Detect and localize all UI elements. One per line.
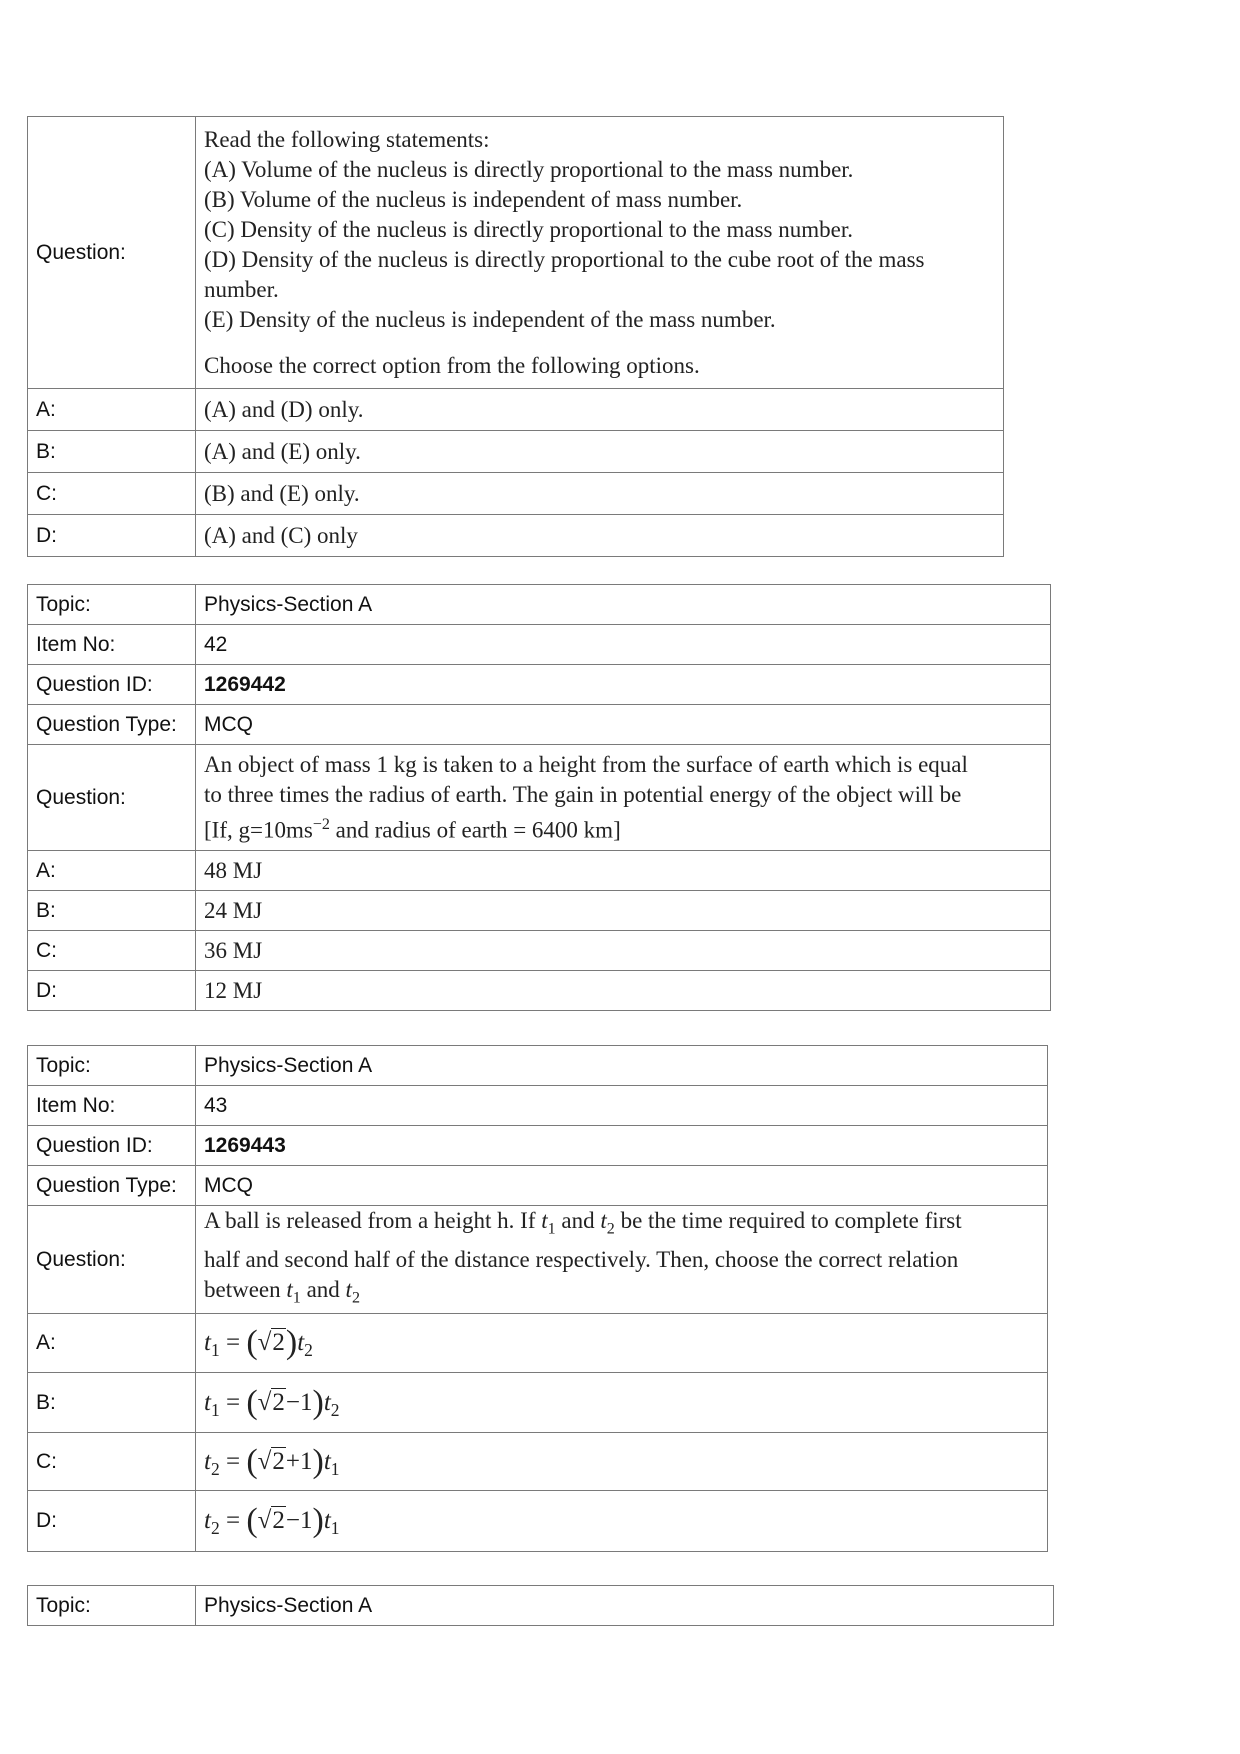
option-label: D: bbox=[28, 971, 196, 1011]
option-label: A: bbox=[28, 1314, 196, 1373]
option-formula: $t_2 = (√2+1)t_1$ bbox=[196, 1433, 1048, 1491]
question-line: A ball is released from a height h. If $t_1$ and $t_2$ be the time required to complete first bbox=[204, 1208, 962, 1238]
option-text: 48 MJ bbox=[196, 851, 1051, 891]
option-label: D: bbox=[28, 515, 196, 557]
item-no-label: Item No: bbox=[28, 625, 196, 665]
option-label: B: bbox=[28, 891, 196, 931]
question-line: number. bbox=[204, 276, 279, 302]
question-line: to three times the radius of earth. The gain in potential energy of the object will be bbox=[204, 781, 962, 807]
option-label: C: bbox=[28, 473, 196, 515]
topic-label: Topic: bbox=[28, 585, 196, 625]
item-no-value: 42 bbox=[196, 625, 1051, 665]
option-text: (A) and (E) only. bbox=[196, 431, 1004, 473]
option-label: C: bbox=[28, 931, 196, 971]
topic-value: Physics-Section A bbox=[196, 1046, 1048, 1086]
option-label: A: bbox=[28, 851, 196, 891]
question-type-value: MCQ bbox=[196, 1166, 1048, 1206]
option-formula: $t_1 = (√2)t_2$ bbox=[196, 1314, 1048, 1373]
sqrt-symbol: √2 bbox=[257, 1507, 285, 1535]
question-text bbox=[196, 745, 1051, 851]
question-table-3 bbox=[27, 1045, 1048, 1552]
question-line: [If, $g=10ms^{-2}$ and radius of earth = 6400 km] bbox=[204, 815, 621, 843]
topic-label: Topic: bbox=[28, 1046, 196, 1086]
topic-label: Topic: bbox=[28, 1586, 196, 1626]
question-table-4 bbox=[27, 1585, 1054, 1626]
question-line: half and second half of the distance respectively. Then, choose the correct relation bbox=[204, 1246, 959, 1272]
topic-value: Physics-Section A bbox=[196, 585, 1051, 625]
sqrt-symbol: √2 bbox=[257, 1447, 285, 1475]
option-text: (A) and (D) only. bbox=[196, 389, 1004, 431]
question-line: between $t_1$ and $t_2$ bbox=[204, 1276, 360, 1307]
option-text: 24 MJ bbox=[196, 891, 1051, 931]
question-table-2 bbox=[27, 584, 1051, 1011]
question-line: (E) Density of the nucleus is independent of the mass number. bbox=[204, 306, 776, 332]
topic-value: Physics-Section A bbox=[196, 1586, 1054, 1626]
option-text: (A) and (C) only bbox=[196, 515, 1004, 557]
question-type-label: Question Type: bbox=[28, 1166, 196, 1206]
question-label: Question: bbox=[28, 1206, 196, 1314]
option-formula: $t_2 = (√2-1)t_1$ bbox=[196, 1491, 1048, 1552]
option-label: A: bbox=[28, 389, 196, 431]
question-label: Question: bbox=[28, 745, 196, 851]
question-id-label: Question ID: bbox=[28, 1126, 196, 1166]
exponent: −2 bbox=[312, 815, 330, 833]
question-id-value: 1269442 bbox=[196, 665, 1051, 705]
question-label: Question: bbox=[28, 117, 196, 389]
question-id-label: Question ID: bbox=[28, 665, 196, 705]
option-label: C: bbox=[28, 1433, 196, 1491]
question-type-label: Question Type: bbox=[28, 705, 196, 745]
question-type-value: MCQ bbox=[196, 705, 1051, 745]
question-id-value: 1269443 bbox=[196, 1126, 1048, 1166]
question-text bbox=[196, 117, 1004, 389]
option-text: 36 MJ bbox=[196, 931, 1051, 971]
question-line: (A) Volume of the nucleus is directly proportional to the mass number. bbox=[204, 156, 854, 182]
sqrt-symbol: √2 bbox=[257, 1388, 285, 1416]
question-prompt: Choose the correct option from the following options. bbox=[204, 352, 700, 378]
item-no-label: Item No: bbox=[28, 1086, 196, 1126]
question-table-1 bbox=[27, 116, 1004, 557]
question-line: An object of mass 1 kg is taken to a height from the surface of earth which is equal bbox=[204, 751, 968, 777]
question-text bbox=[196, 1206, 1048, 1314]
option-label: D: bbox=[28, 1491, 196, 1552]
question-line: Read the following statements: bbox=[204, 126, 490, 152]
option-text: (B) and (E) only. bbox=[196, 473, 1004, 515]
question-line: (D) Density of the nucleus is directly proportional to the cube root of the mass bbox=[204, 246, 925, 272]
option-label: B: bbox=[28, 1373, 196, 1433]
question-line: (C) Density of the nucleus is directly proportional to the mass number. bbox=[204, 216, 853, 242]
sqrt-symbol: √2 bbox=[257, 1329, 285, 1357]
option-formula: $t_1 = (√2-1)t_2$ bbox=[196, 1373, 1048, 1433]
option-text: 12 MJ bbox=[196, 971, 1051, 1011]
option-label: B: bbox=[28, 431, 196, 473]
item-no-value: 43 bbox=[196, 1086, 1048, 1126]
question-line: (B) Volume of the nucleus is independent of mass number. bbox=[204, 186, 743, 212]
